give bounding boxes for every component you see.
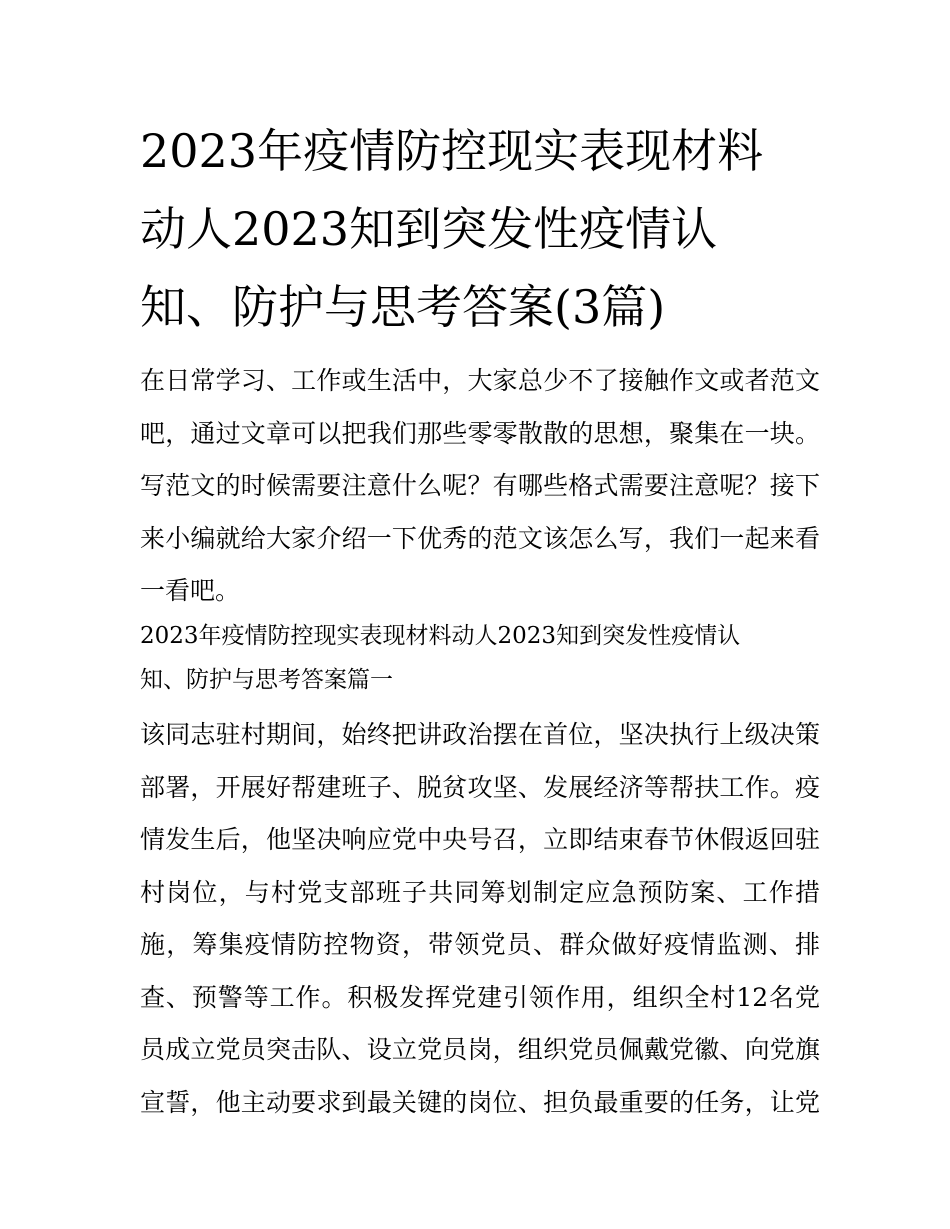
body-paragraph [140, 709, 820, 1129]
section-heading [140, 614, 820, 702]
intro-line: 一看吧。 [140, 576, 241, 605]
intro-line: 在日常学习、工作或生活中，大家总少不了接触作文或者范文 [140, 366, 820, 395]
title-line: 2023年疫情防控现实表现材料 [140, 124, 764, 178]
intro-line: 来小编就给大家介绍一下优秀的范文该怎么写，我们一起来看 [140, 523, 820, 553]
title-line: 知、防护与思考答案(3篇) [140, 280, 666, 334]
body-line: 员成立党员突击队、设立党员岗，组织党员佩戴党徽、向党旗 [140, 1035, 820, 1064]
body-line: 查、预警等工作。积极发挥党建引领作用，组织全村12名党 [140, 982, 820, 1012]
section-heading-line: 知、防护与思考答案篇一 [140, 667, 393, 693]
title-line: 动人2023知到突发性疫情认 [140, 202, 718, 256]
intro-paragraph [140, 355, 820, 618]
intro-line: 写范文的时候需要注意什么呢？有哪些格式需要注意呢？接下 [140, 471, 820, 500]
body-line: 宣誓，他主动要求到最关键的岗位、担负最重要的任务，让党 [140, 1087, 820, 1117]
body-line: 村岗位，与村党支部班子共同筹划制定应急预防案、工作措 [140, 877, 820, 907]
intro-line: 吧，通过文章可以把我们那些零零散散的思想，聚集在一块。 [140, 418, 820, 448]
document-title [140, 112, 820, 346]
body-line: 该同志驻村期间，始终把讲政治摆在首位，坚决执行上级决策 [140, 720, 820, 749]
body-line: 施，筹集疫情防控物资，带领党员、群众做好疫情监测、排 [140, 930, 820, 959]
section-heading-line: 2023年疫情防控现实表现材料动人2023知到突发性疫情认 [140, 623, 741, 649]
body-line: 情发生后，他坚决响应党中央号召，立即结束春节休假返回驻 [140, 825, 820, 854]
body-line: 部署，开展好帮建班子、脱贫攻坚、发展经济等帮扶工作。疫 [140, 772, 820, 802]
